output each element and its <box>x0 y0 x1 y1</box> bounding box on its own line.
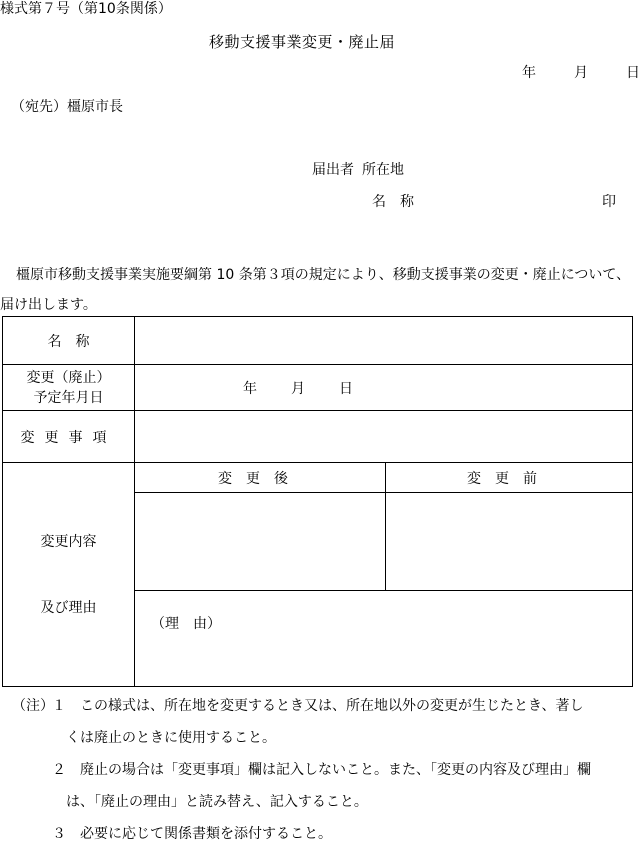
after-header-cell <box>135 463 386 493</box>
name-label: 名 称 <box>47 333 90 350</box>
items-label: 変更事項 <box>20 429 117 446</box>
table-date-month: 月 <box>291 380 305 397</box>
note-text: 廃止の場合は「変更事項」欄は記入しないこと。また、「変更の内容及び理由」欄 <box>80 762 591 778</box>
document-title: 移動支援事業変更・廃止届 <box>209 33 396 51</box>
reason-input-cell[interactable] <box>135 591 633 687</box>
date-month: 月 <box>574 65 588 81</box>
before-input-cell[interactable] <box>386 493 633 591</box>
date-label-line2: 予定年月日 <box>33 389 104 406</box>
date-input-cell[interactable] <box>135 365 633 411</box>
items-label-cell <box>3 411 135 463</box>
note-number: ３ <box>52 826 66 842</box>
note-item-1-cont <box>0 729 633 761</box>
date-label-cell <box>3 365 135 411</box>
name-label-cell <box>3 317 135 365</box>
notes-prefix: （注） <box>12 698 54 714</box>
note-text: 必要に応じて関係書類を添付すること。 <box>80 826 332 842</box>
note-text: この様式は、所在地を変更するとき又は、所在地以外の変更が生じたとき、著し <box>80 698 584 714</box>
name-input-cell[interactable] <box>135 317 633 365</box>
before-label: 変更前 <box>467 470 551 487</box>
reason-field-label: （理 由） <box>151 616 221 632</box>
applicant-label: 届出者 <box>312 162 354 178</box>
addressee: （宛先）橿原市長 <box>11 99 123 115</box>
address-label: 所在地 <box>362 162 404 178</box>
seal-mark: 印 <box>602 194 616 210</box>
content-label: 変更内容 <box>40 533 97 550</box>
note-text: くは廃止のときに使用すること。 <box>66 730 276 746</box>
items-input-cell[interactable] <box>135 411 633 463</box>
applicant-address-row <box>312 163 404 177</box>
note-item-2 <box>0 761 633 793</box>
change-form-table <box>2 316 633 687</box>
form-number: 様式第７号（第10条関係） <box>0 1 172 17</box>
date-year: 年 <box>522 65 536 81</box>
note-item-3 <box>0 825 633 857</box>
table-date-day: 日 <box>339 380 353 397</box>
submission-date <box>522 66 640 80</box>
date-label-line1: 変更（廃止） <box>26 369 111 386</box>
note-number: １ <box>52 698 66 714</box>
content-reason-label-cell <box>3 463 135 687</box>
table-date-year: 年 <box>243 380 257 397</box>
note-item-1 <box>0 697 633 729</box>
after-label: 変更後 <box>218 470 302 487</box>
applicant-name-label: 名 称 <box>372 194 414 210</box>
reason-label: 及び理由 <box>40 599 97 616</box>
before-header-cell <box>386 463 633 493</box>
after-input-cell[interactable] <box>135 493 386 591</box>
note-text: は、「廃止の理由」と読み替え、記入すること。 <box>66 794 368 810</box>
note-item-2-cont <box>0 793 633 825</box>
notes-section <box>0 697 633 857</box>
note-number: ２ <box>52 762 66 778</box>
statement-text: 橿原市移動支援事業実施要綱第 10 条第３項の規定により、移動支援事業の変更・廃止について、届け出します。 <box>0 267 631 313</box>
date-day: 日 <box>626 65 640 81</box>
